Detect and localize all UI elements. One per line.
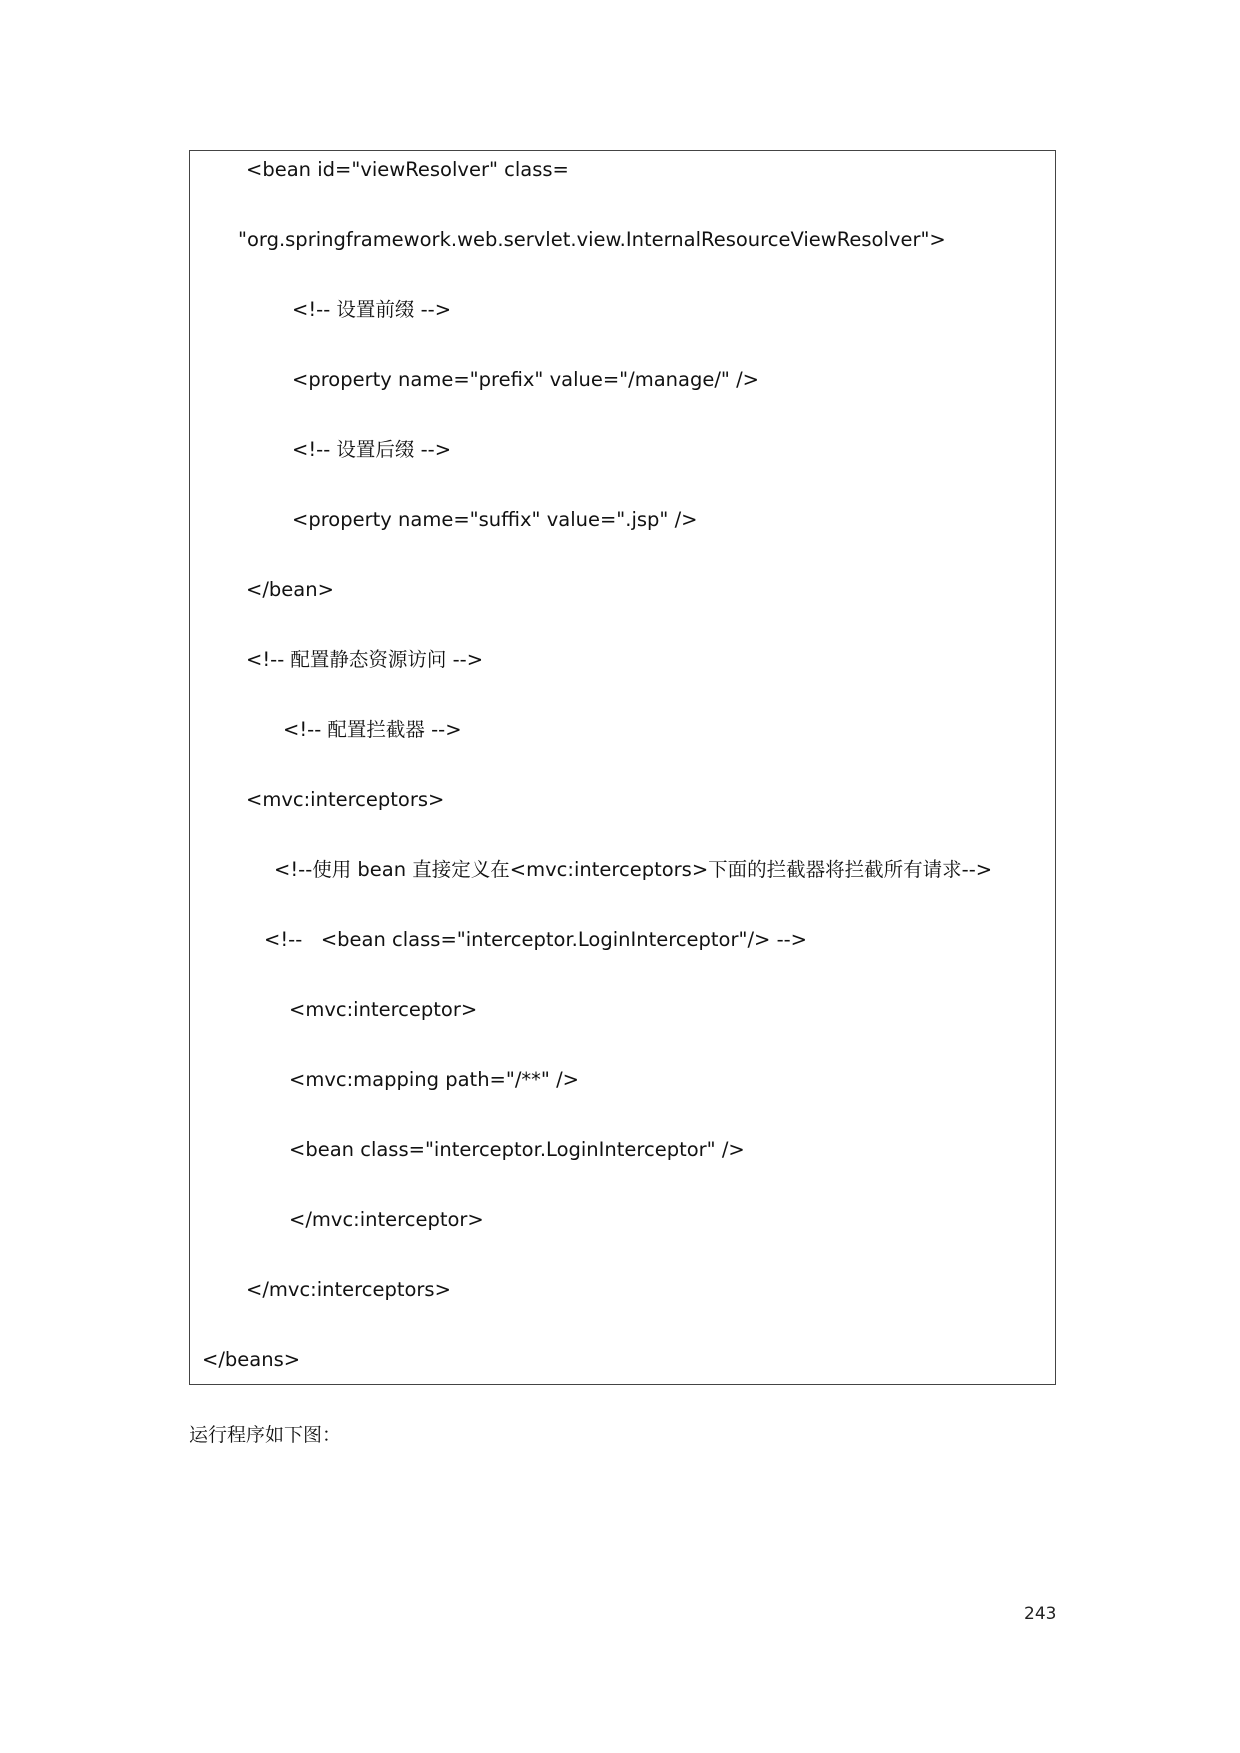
code-line: <bean class="interceptor.LoginInterceptor" /> <box>289 1138 745 1161</box>
code-line: <!-- 配置拦截器 --> <box>283 718 462 741</box>
code-line: <!-- 配置静态资源访问 --> <box>246 648 484 671</box>
code-line: "org.springframework.web.servlet.view.InternalResourceViewResolver"> <box>238 228 946 251</box>
code-line: <mvc:mapping path="/**" /> <box>289 1068 580 1091</box>
caption-text: 运行程序如下图： <box>189 1424 342 1446</box>
code-block <box>189 150 1056 1385</box>
code-line: <mvc:interceptor> <box>289 998 478 1021</box>
code-line: <!-- <bean class="interceptor.LoginInterceptor"/> --> <box>264 928 807 951</box>
code-line: <bean id="viewResolver" class= <box>246 158 569 181</box>
code-line: </beans> <box>202 1348 301 1371</box>
page-number: 243 <box>1024 1604 1057 1624</box>
code-line: </mvc:interceptors> <box>246 1278 451 1301</box>
code-line: <mvc:interceptors> <box>246 788 445 811</box>
code-line: <!--使用 bean 直接定义在<mvc:interceptors>下面的拦截器将拦截所有请求--> <box>274 858 993 881</box>
code-line: </mvc:interceptor> <box>289 1208 484 1231</box>
code-line: <property name="suffix" value=".jsp" /> <box>292 508 698 531</box>
code-line: <!-- 设置前缀 --> <box>292 298 452 321</box>
code-line: <!-- 设置后缀 --> <box>292 438 452 461</box>
code-line: </bean> <box>246 578 334 601</box>
code-line: <property name="prefix" value="/manage/" /> <box>292 368 759 391</box>
